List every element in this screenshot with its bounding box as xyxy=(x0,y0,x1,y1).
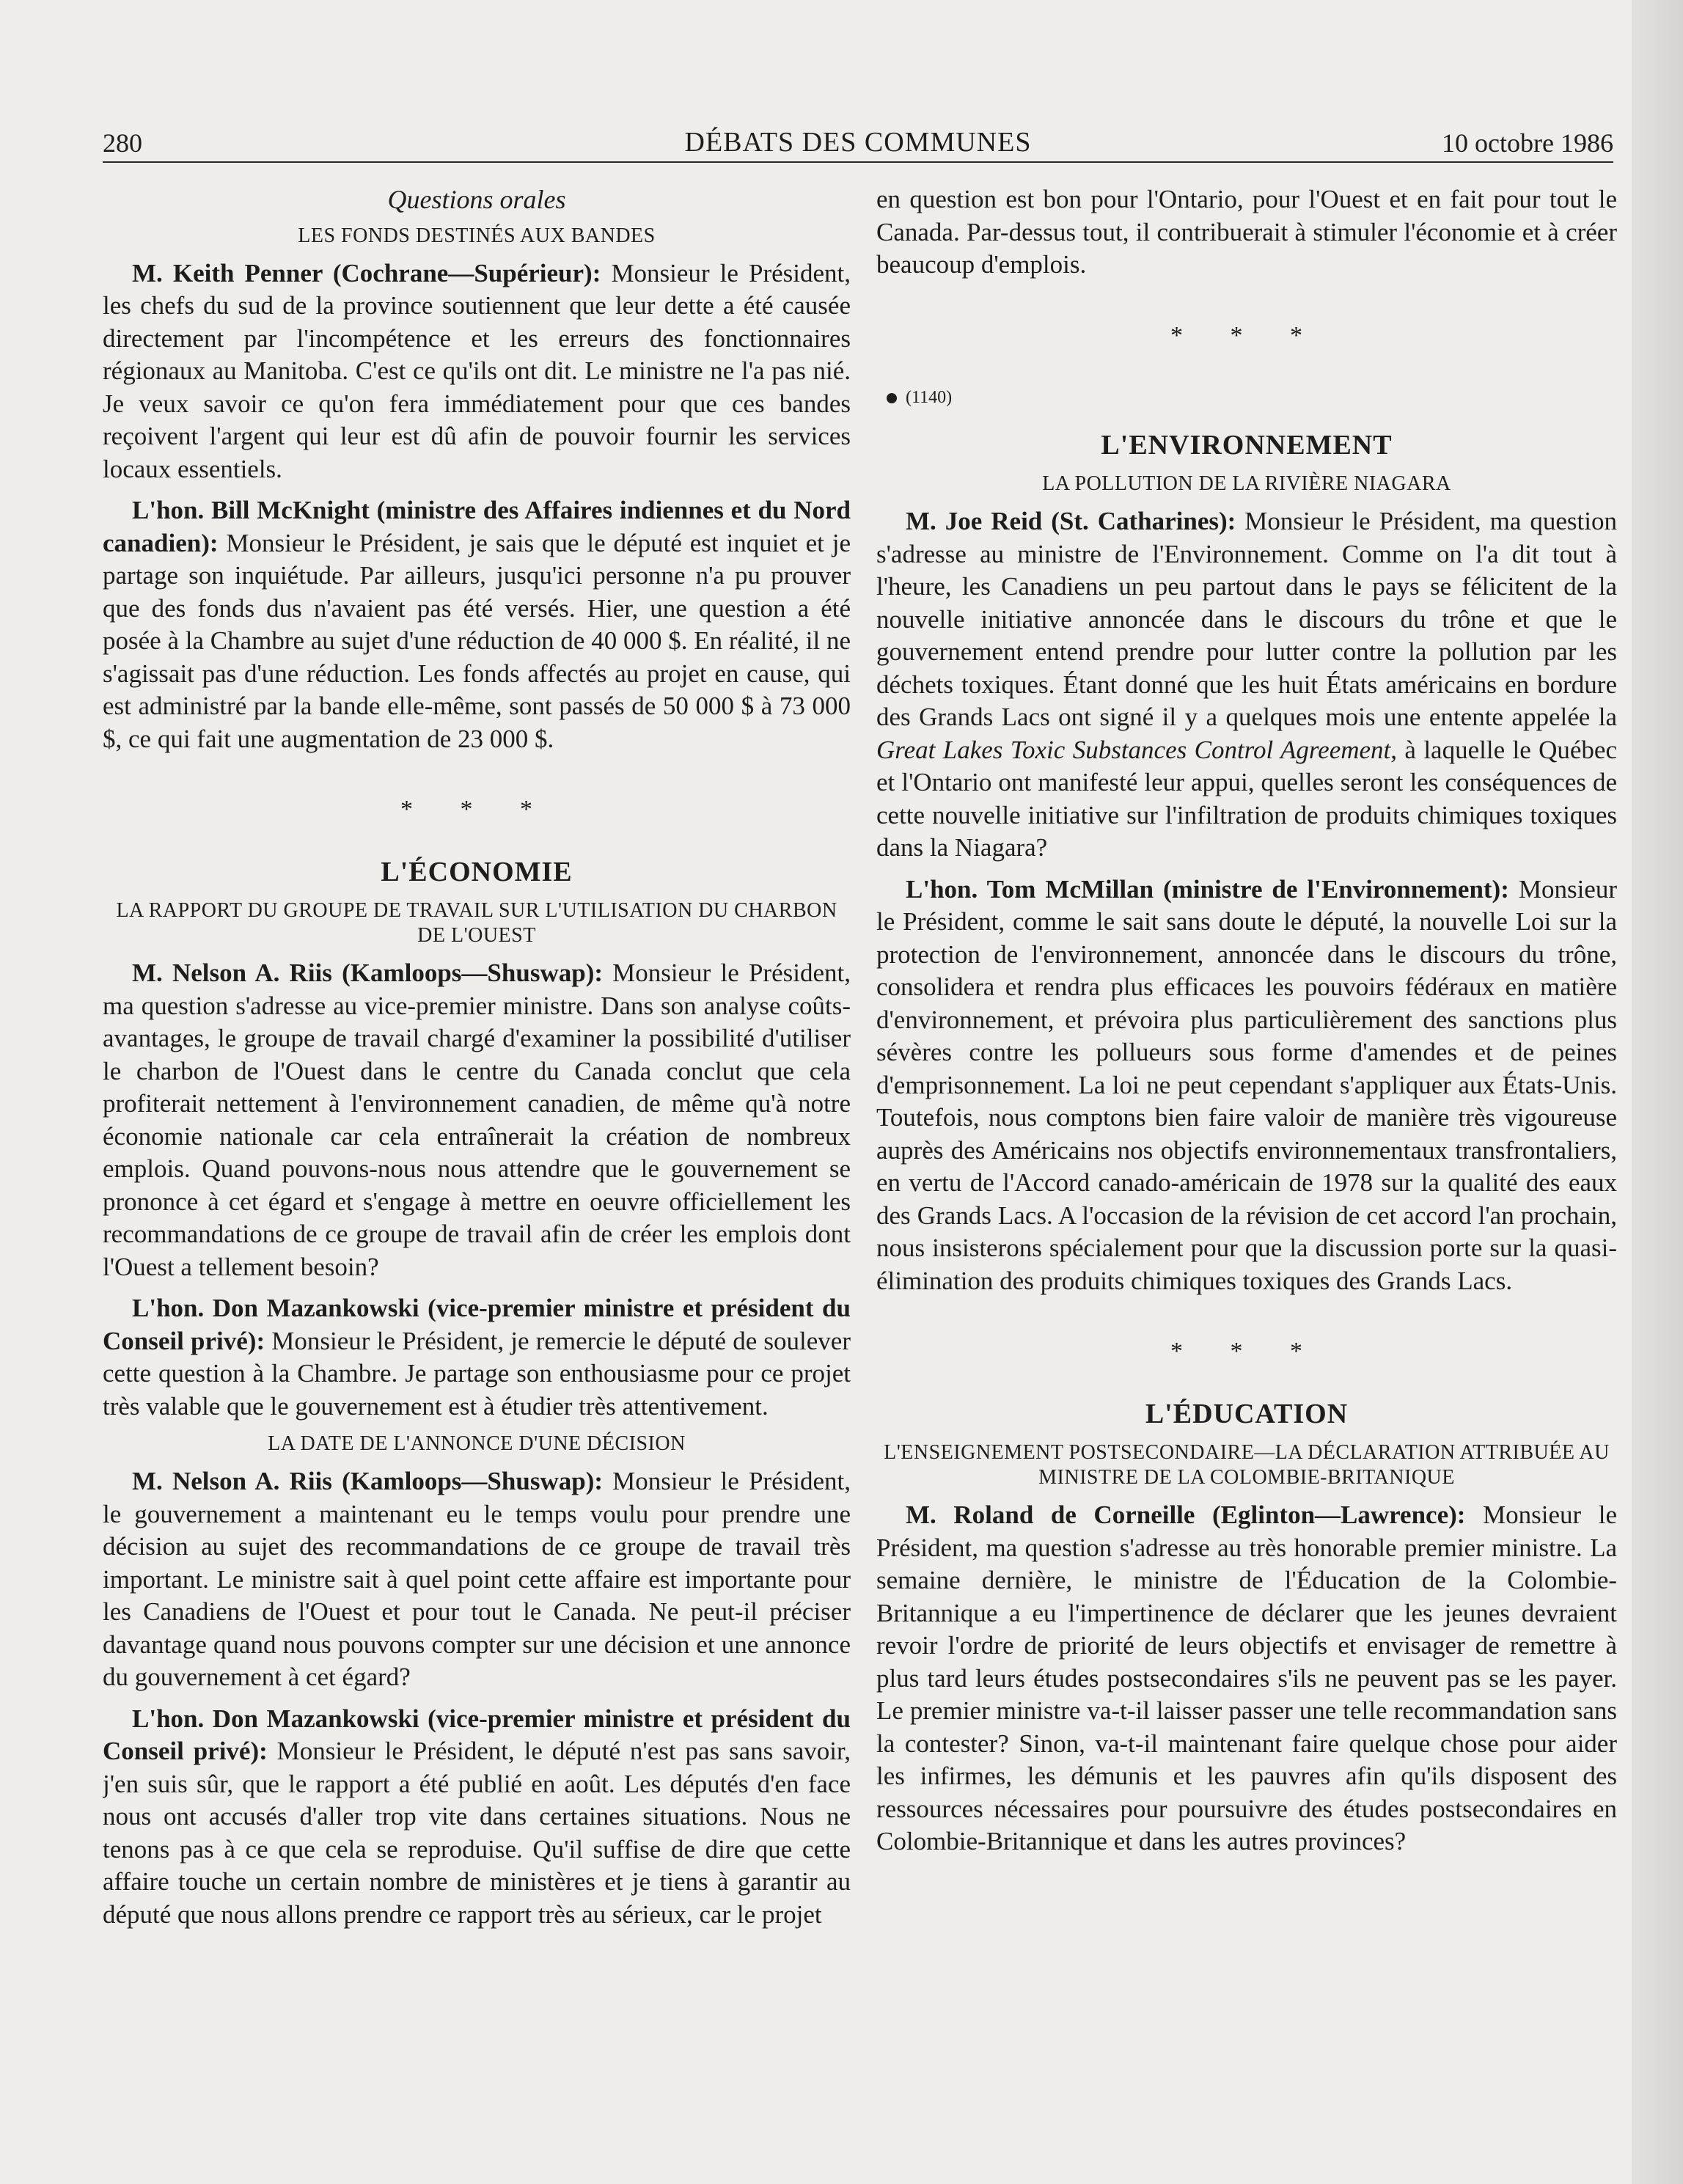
paragraph-continuation xyxy=(876,183,1617,282)
section-heading-economie: L'ÉCONOMIE xyxy=(381,856,573,887)
speech-text: Monsieur le Président, les chefs du sud de la province soutiennent que leur dette a été causée directement par l'incompétence et les erreurs des fonctionnaires régionaux au Manitoba. C'est ce qu'ils ont dit. Le ministre ne l'a pas nié. Je veux savoir ce qu'on fera immédiatement pour que ces bandes reçoivent l'argent qui leur est dû afin de pouvoir fournir les services locaux essentiels. xyxy=(103,258,851,483)
paragraph-mcknight xyxy=(103,494,851,755)
speaker-name: L'hon. Don Mazankowski (vice-premier ministre et président du Conseil privé): xyxy=(103,1704,851,1765)
paragraph-mazankowski-1 xyxy=(103,1292,851,1423)
speech-text: Monsieur le Président, je remercie le député de soulever cette question à la Chambre. Je partage son enthousiasme pour ce projet très valable que le gouvernement est à étudier très attentivement. xyxy=(103,1326,851,1421)
section-separator: * * * xyxy=(1170,1338,1323,1365)
time-marker xyxy=(876,381,1617,414)
speech-text: Monsieur le Président, ma question s'adresse au très honorable premier ministre. La semaine dernière, le ministre de l'Éducation de la Colombie-Britannique a eu l'impertinence de déclarer que les jeunes devraient revoir l'ordre de priorité de leurs objectifs et envisager de remettre à plus tard leurs études postsecondaires s'ils ne peuvent pas se les payer. Le premier ministre va-t-il laisser passer une telle recommandation sans la contester? Sinon, va-t-il maintenant faire quelque chose pour aider les infirmes, les démunis et les pauvres afin qu'ils disposent des ressources nécessaires pour poursuivre des études postsecondaires en Colombie-Britannique et dans les autres provinces? xyxy=(876,1500,1617,1855)
speaker-name: M. Nelson A. Riis (Kamloops—Shuswap): xyxy=(132,1467,603,1495)
bullet-dot-icon xyxy=(887,393,897,403)
speech-text: , à laquelle le Québec et l'Ontario ont manifesté leur appui, quelles seront les conséquences de cette nouvelle initiative sur l'infiltration de produits chimiques toxiques dans la Niagara? xyxy=(876,735,1617,862)
paragraph-de-corneille xyxy=(876,1499,1617,1858)
right-column xyxy=(876,183,1617,2119)
paragraph-riis-1 xyxy=(103,957,851,1283)
time-marker-text: (1140) xyxy=(906,388,953,407)
speech-text: Monsieur le Président, le député n'est pas sans savoir, j'en suis sûr, que le rapport a été publié en août. Les députés d'en face nous ont accusés d'aller trop vite dans certaines situations. Nous ne tenons pas à ce que cela se reproduise. Qu'il suffise de dire que cette affaire touche un certain nombre de ministères et je tiens à garantir au député que nous allons prendre ce rapport très au sérieux, car le projet xyxy=(103,1737,851,1929)
agreement-title: Great Lakes Toxic Substances Control Agreement xyxy=(876,735,1391,764)
speaker-name: L'hon. Bill McKnight (ministre des Affaires indiennes et du Nord canadien): xyxy=(103,496,851,557)
speech-text: Monsieur le Président, ma question s'adresse au ministre de l'Environnement. Comme on l'a dit tout à l'heure, les Canadiens un peu partout dans le pays se félicitent de la nouvelle initiative annoncée dans le discours du trône et que le gouvernement entend prendre pour lutter contre la pollution par les déchets toxiques. Étant donné que les huit États américains en bordure des Grands Lacs ont signé il y a quelques mois une entente appelée la xyxy=(876,507,1617,731)
speaker-name: L'hon. Don Mazankowski (vice-premier ministre et président du Conseil privé): xyxy=(103,1294,851,1355)
subheading-postsecondaire: L'ENSEIGNEMENT POSTSECONDAIRE—LA DÉCLARATION ATTRIBUÉE AU MINISTRE DE LA COLOMBIE-BRITANIQUE xyxy=(884,1441,1610,1489)
page-edge-shadow xyxy=(1632,0,1683,2184)
section-heading-environnement: L'ENVIRONNEMENT xyxy=(1101,429,1393,461)
paragraph-reid xyxy=(876,505,1617,865)
subheading-charbon: LA RAPPORT DU GROUPE DE TRAVAIL SUR L'UTILISATION DU CHARBON DE L'OUEST xyxy=(116,899,837,947)
paragraph-mcmillan xyxy=(876,873,1617,1298)
speech-text: Monsieur le Président, comme le sait sans doute le député, la nouvelle Loi sur la protection de l'environnement, annoncée dans le discours du trône, consolidera et rendra plus efficaces les pouvoirs fédéraux en matière d'environnement, et prévoira plus particulièrement des sanctions plus sévères contre les pollueurs sous forme d'amendes et de peines d'emprisonnement. La loi ne peut cependant s'appliquer aux États-Unis. Toutefois, nous comptons bien faire valoir de manière très vigoureuse auprès des Américains nos objectifs environnementaux transfrontaliers, en vertu de l'Accord canado-américain de 1978 sur la qualité des eaux des Grands Lacs. A l'occasion de la révision de cet accord l'an prochain, nous insisterons spécialement pour que la discussion porte sur la quasi-élimination des produits chimiques toxiques des Grands Lacs. xyxy=(876,874,1617,1295)
speech-text: en question est bon pour l'Ontario, pour l'Ouest et en fait pour tout le Canada. Par-dessus tout, il contribuerait à stimuler l'économie et à créer beaucoup d'emplois. xyxy=(876,185,1617,279)
speech-text: Monsieur le Président, le gouvernement a maintenant eu le temps voulu pour prendre une décision au sujet des recommandations de ce groupe de travail très important. Le ministre sait à quel point cette affaire est importante pour les Canadiens de l'Ouest et pour tout le Canada. Ne peut-il préciser davantage quand nous pouvons compter sur une décision et une annonce du gouvernement à cet égard? xyxy=(103,1467,851,1691)
speaker-name: L'hon. Tom McMillan (ministre de l'Environnement): xyxy=(906,874,1509,904)
subheading-bandes: LES FONDS DESTINÉS AUX BANDES xyxy=(298,224,656,247)
paragraph-penner xyxy=(103,257,851,486)
subheading-niagara: LA POLLUTION DE LA RIVIÈRE NIAGARA xyxy=(1042,472,1451,495)
page-number: 280 xyxy=(103,128,142,158)
page-date: 10 octobre 1986 xyxy=(1442,128,1613,158)
questions-heading: Questions orales xyxy=(387,185,566,214)
section-heading-education: L'ÉDUCATION xyxy=(1145,1398,1349,1429)
page-header xyxy=(103,110,1613,163)
page-title: DÉBATS DES COMMUNES xyxy=(684,127,1032,158)
section-separator: * * * xyxy=(400,796,553,823)
speaker-name: M. Roland de Corneille (Eglinton—Lawrence): xyxy=(906,1500,1466,1529)
left-column xyxy=(103,183,851,2119)
speaker-name: M. Keith Penner (Cochrane—Supérieur): xyxy=(132,258,601,287)
speech-text: Monsieur le Président, ma question s'adresse au vice-premier ministre. Dans son analyse coûts-avantages, le groupe de travail chargé d'examiner la possibilité d'utiliser le charbon de l'Ouest dans le centre du Canada conclut que cela profiterait nettement à l'environnement canadien, de même qu'à notre économie nationale car cela entraînerait la création de nombreux emplois. Quand pouvons-nous nous attendre que le gouvernement se prononce à cet égard et s'engage à mettre en oeuvre officiellement les recommandations de ce groupe de travail afin de créer les emplois dont l'Ouest a tellement besoin? xyxy=(103,959,851,1281)
paragraph-mazankowski-2 xyxy=(103,1703,851,1932)
paragraph-riis-2 xyxy=(103,1465,851,1694)
speaker-name: M. Nelson A. Riis (Kamloops—Shuswap): xyxy=(132,959,603,987)
subheading-date-decision: LA DATE DE L'ANNONCE D'UNE DÉCISION xyxy=(268,1432,686,1455)
speaker-name: M. Joe Reid (St. Catharines): xyxy=(906,507,1236,535)
speech-text: Monsieur le Président, je sais que le député est inquiet et je partage son inquiétude. Par ailleurs, jusqu'ici personne n'a pu prouver que des fonds dus n'avaient pas été versés. Hier, une question a été posée à la Chambre au sujet d'une réduction de 40 000 $. En réalité, il ne s'agissait pas d'une réduction. Les fonds affectés au projet en cause, qui est administré par la bande elle-même, sont passés de 50 000 $ à 73 000 $, ce qui fait une augmentation de 23 000 $. xyxy=(103,528,851,753)
section-separator: * * * xyxy=(1170,321,1323,349)
